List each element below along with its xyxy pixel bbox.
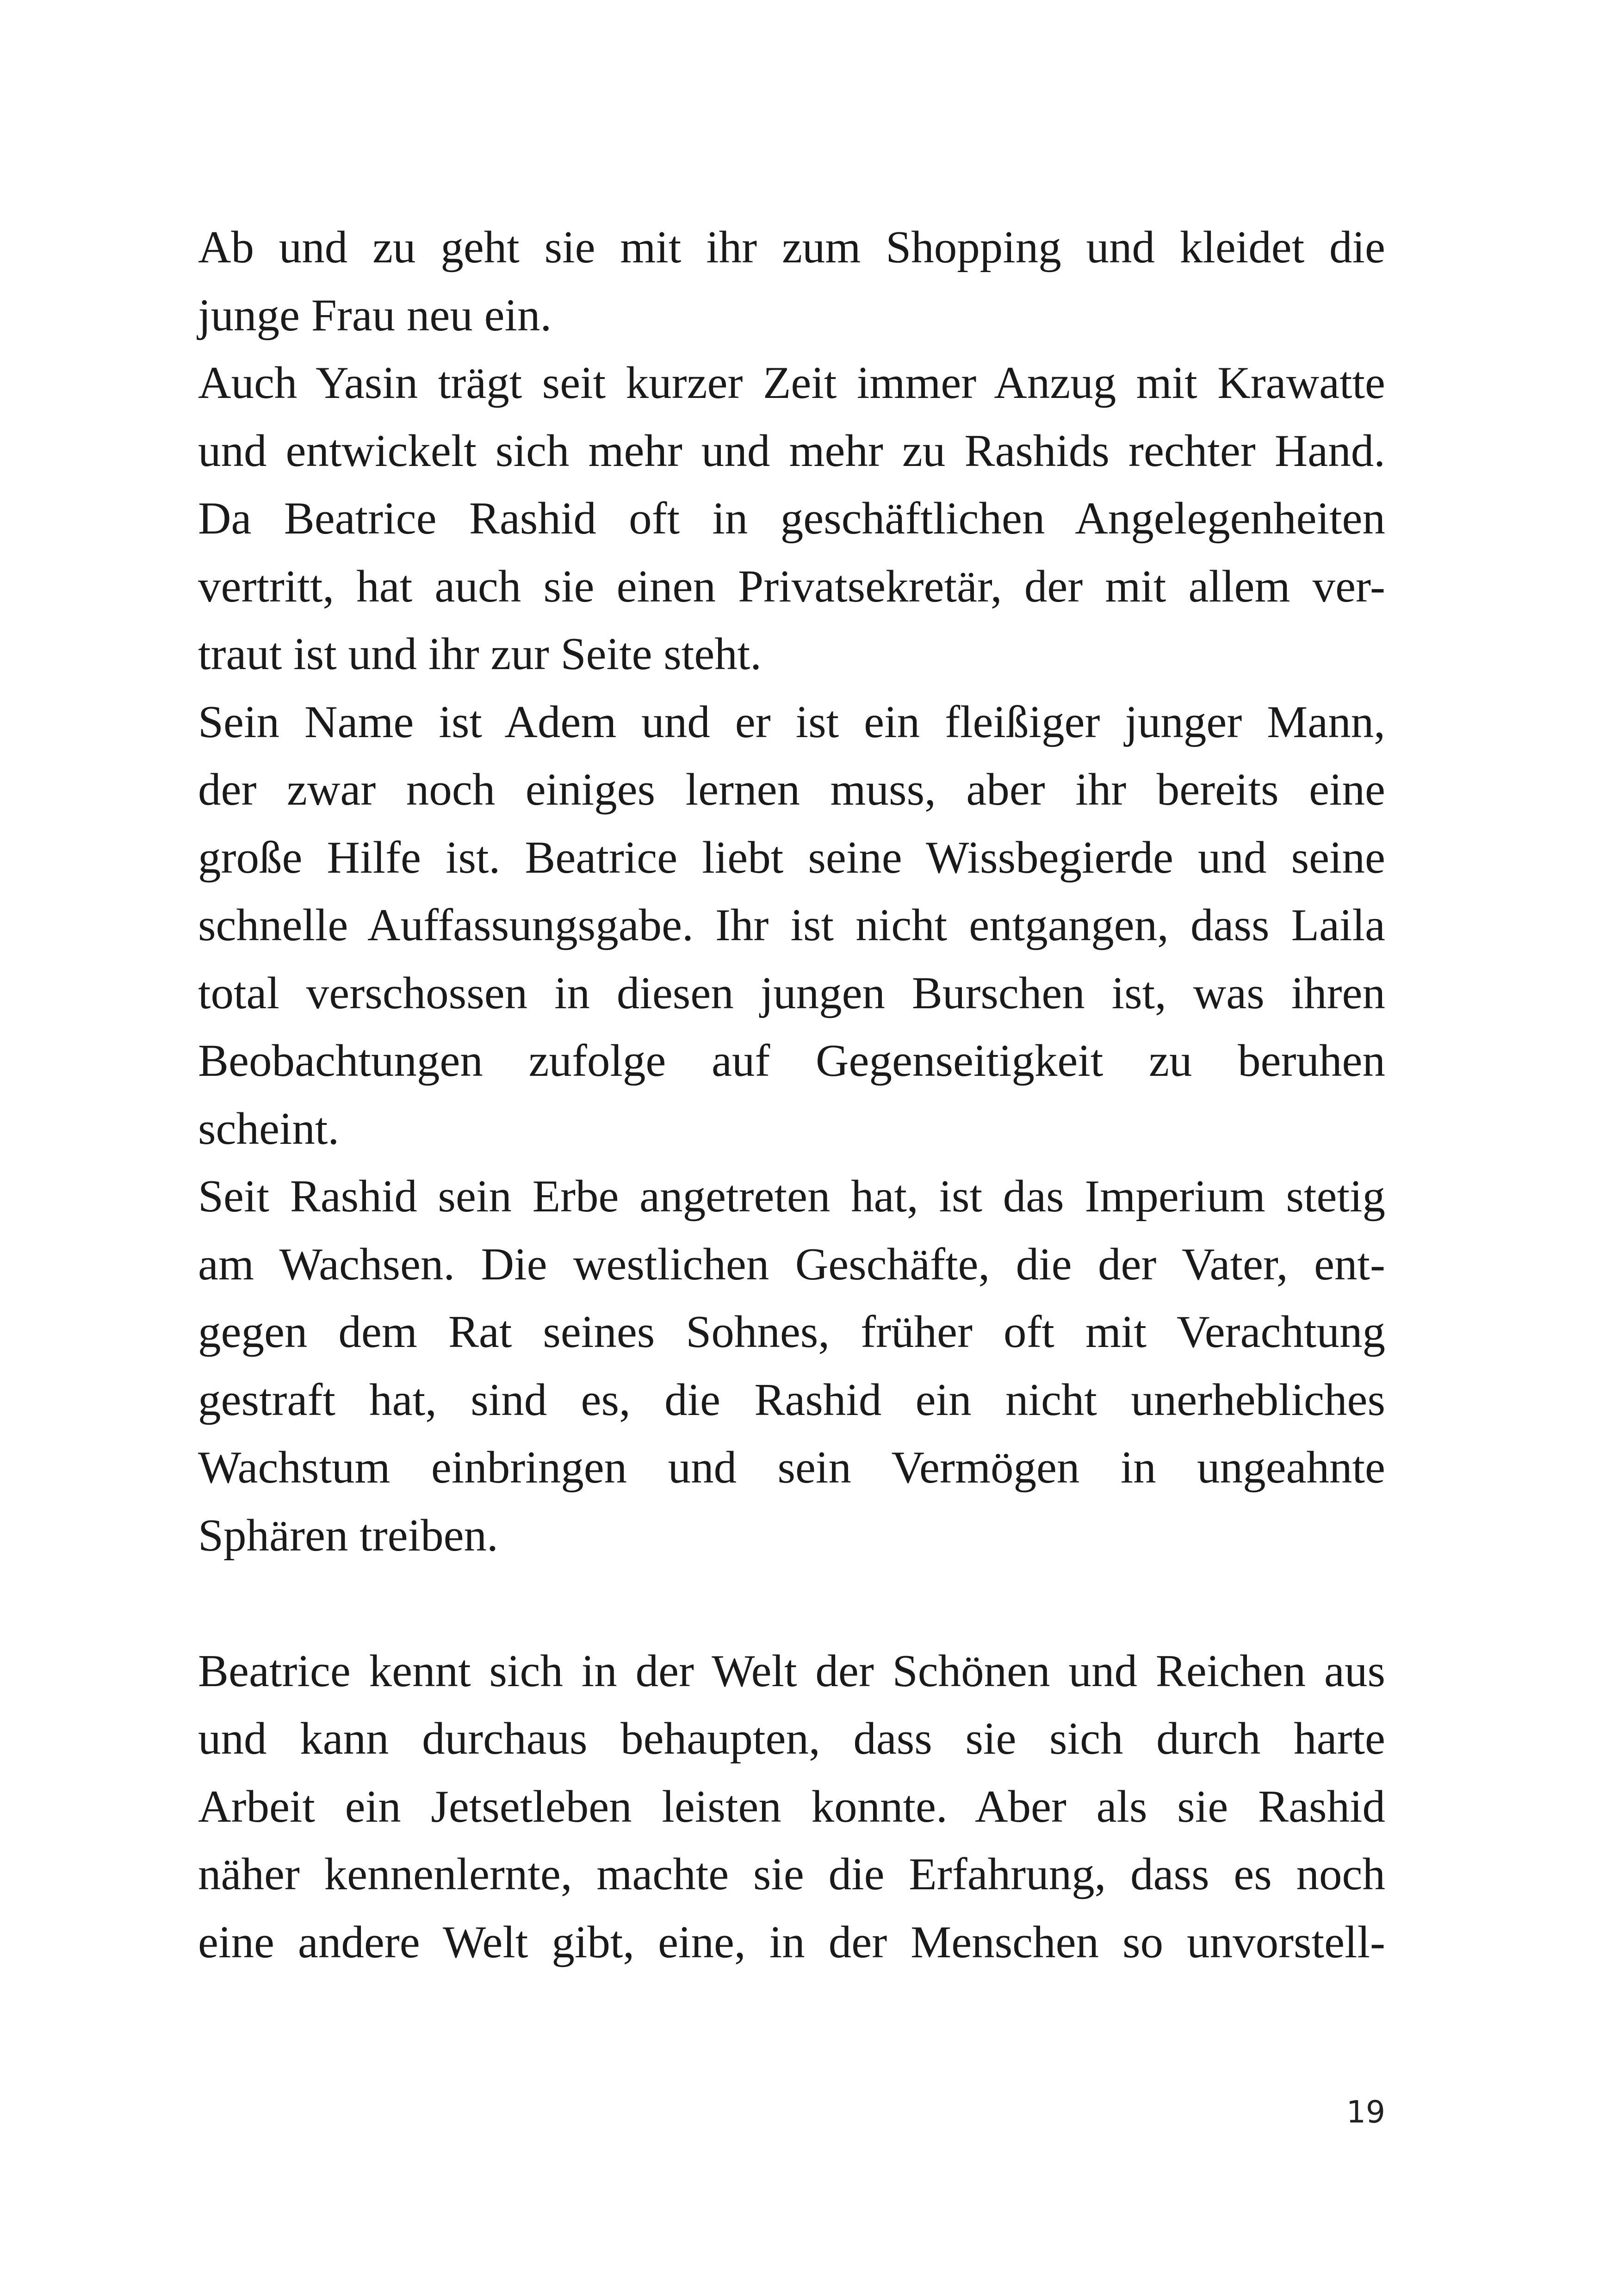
page-number: 19 bbox=[1346, 2094, 1385, 2130]
text-line: schnelle Auffassungsgabe. Ihr ist nicht entgangen, dass Laila bbox=[198, 900, 1385, 950]
body-text bbox=[198, 214, 1385, 1976]
text-line: große Hilfe ist. Beatrice liebt seine Wissbegierde und seine bbox=[198, 832, 1385, 883]
text-line: näher kennenlernte, machte sie die Erfahrung, dass es noch bbox=[198, 1849, 1385, 1899]
text-line: Beobachtungen zufolge auf Gegenseitigkeit zu beruhen bbox=[198, 1036, 1385, 1086]
text-line: Wachstum einbringen und sein Vermögen in ungeahnte bbox=[198, 1442, 1385, 1493]
text-line: Da Beatrice Rashid oft in geschäftlichen Angelegenheiten bbox=[198, 493, 1385, 544]
text-line: und entwickelt sich mehr und mehr zu Rashids rechter Hand. bbox=[198, 425, 1385, 476]
text-line: Seit Rashid sein Erbe angetreten hat, ist das Imperium stetig bbox=[198, 1171, 1385, 1222]
text-line: der zwar noch einiges lernen muss, aber ihr bereits eine bbox=[198, 764, 1385, 815]
text-line: eine andere Welt gibt, eine, in der Menschen so unvorstell- bbox=[198, 1917, 1385, 1967]
text-line: vertritt, hat auch sie einen Privatsekretär, der mit allem ver- bbox=[198, 561, 1385, 612]
text-line: Beatrice kennt sich in der Welt der Schönen und Reichen aus bbox=[198, 1645, 1385, 1696]
text-line: gestraft hat, sind es, die Rashid ein nicht unerhebliches bbox=[198, 1374, 1385, 1425]
text-line: Auch Yasin trägt seit kurzer Zeit immer Anzug mit Krawatte bbox=[198, 358, 1385, 408]
text-line: Sphären treiben. bbox=[198, 1510, 498, 1561]
text-line: Ab und zu geht sie mit ihr zum Shopping und kleidet die bbox=[198, 222, 1385, 273]
text-line: traut ist und ihr zur Seite steht. bbox=[198, 629, 762, 679]
text-line: und kann durchaus behaupten, dass sie sich durch harte bbox=[198, 1713, 1385, 1764]
text-line: scheint. bbox=[198, 1103, 340, 1154]
text-line: total verschossen in diesen jungen Burschen ist, was ihren bbox=[198, 968, 1385, 1018]
text-line: Arbeit ein Jetsetleben leisten konnte. Aber als sie Rashid bbox=[198, 1781, 1385, 1832]
paragraph-gap bbox=[198, 1570, 1385, 1638]
text-line: Sein Name ist Adem und er ist ein fleißiger junger Mann, bbox=[198, 696, 1385, 747]
text-line: am Wachsen. Die westlichen Geschäfte, die der Vater, ent- bbox=[198, 1239, 1385, 1290]
text-line: gegen dem Rat seines Sohnes, früher oft mit Verachtung bbox=[198, 1307, 1385, 1357]
text-line: junge Frau neu ein. bbox=[198, 290, 552, 341]
